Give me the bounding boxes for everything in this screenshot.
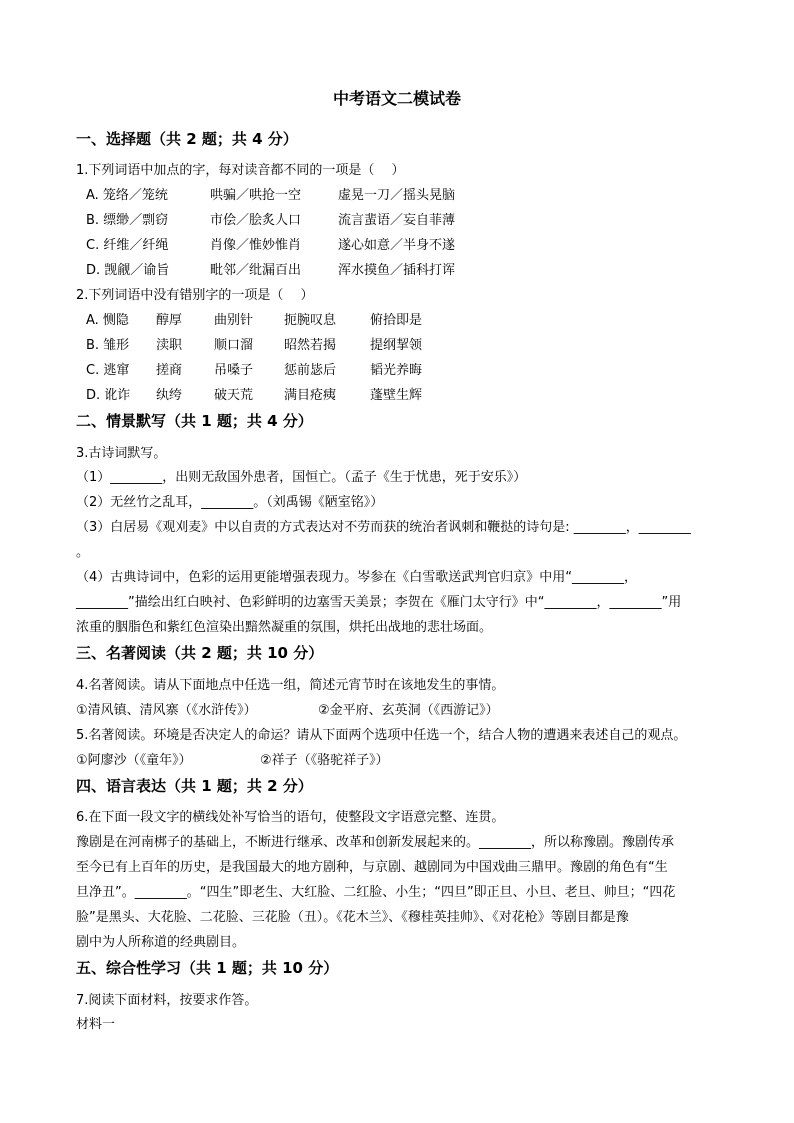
- q1-option-b-col2: 市侩／脍炙人口: [210, 213, 302, 228]
- q1-option-b-col3: 流言蜚语／妄自菲薄: [338, 213, 456, 228]
- q1-option-a-col2: 哄骗／哄抢一空: [210, 188, 302, 203]
- question-7-stem: 7.阅读下面材料，按要求作答。: [76, 993, 258, 1008]
- question-6-paragraph-line-1: 豫剧是在河南梆子的基础上，不断进行继承、改革和创新发展起来的。________，所以称豫剧。豫剧传承: [76, 835, 675, 850]
- question-6-paragraph-line-4: 脸”是黑头、大花脸、二花脸、三花脸（丑）。《花木兰》、《穆桂英挂帅》、《对花枪》等剧目都是豫: [76, 910, 629, 925]
- q2-option-d-w1: D. 讹诈: [86, 388, 131, 403]
- question-6-paragraph-line-3: 旦净丑”。________。“四生”即老生、大红脸、二红脸、小生；“四旦”即正旦、小旦、老旦、帅旦；“四花: [76, 885, 676, 900]
- q2-option-c-w4: 惩前毖后: [284, 363, 337, 378]
- question-6-paragraph-line-2: 至今已有上百年的历史，是我国最大的地方剧种，与京剧、越剧同为中国戏曲三鼎甲。豫剧的角色有“生: [76, 860, 668, 875]
- question-5-option-1: ①阿廖沙（《童年》）: [76, 753, 192, 768]
- q2-option-b-w1: B. 雏形: [86, 338, 130, 353]
- question-6-stem: 6.在下面一段文字的横线处补写恰当的语句，使整段文字语意完整、连贯。: [76, 810, 505, 825]
- section-heading-2: 二、情景默写（共 1 题；共 4 分）: [76, 412, 313, 430]
- q2-option-b-w4: 昭然若揭: [284, 338, 337, 353]
- q1-option-d-col1: D. 觊觎／谕旨: [86, 263, 170, 278]
- q2-option-a-w1: A. 恻隐: [86, 313, 129, 328]
- question-4-option-2: ②金平府、玄英洞（《西游记》）: [318, 703, 499, 718]
- question-5-stem: 5.名著阅读。环境是否决定人的命运？请从下面两个选项中任选一个，结合人物的遭遇来表述自己的观点。: [76, 728, 687, 743]
- q2-option-a-w3: 曲别针: [214, 313, 254, 328]
- page-title: 中考语文二模试卷: [332, 89, 461, 108]
- question-3-item-4-line-1: （4）古典诗词中，色彩的运用更能增强表现力。岑参在《白雪歌送武判官归京》中用“________，: [76, 570, 638, 585]
- q1-option-d-col2: 毗邻／纰漏百出: [210, 263, 302, 278]
- question-4-option-1: ①清风镇、清风寨（《水浒传》）: [76, 703, 257, 718]
- q1-option-c-col1: C. 纤维／纤绳: [86, 238, 169, 253]
- question-3-item-1: （1）________，出则无敌国外患者，国恒亡。（孟子《生于忧患，死于安乐》）: [76, 470, 527, 485]
- q2-option-c-w2: 搓商: [156, 363, 183, 378]
- question-1-stem: 1.下列词语中加点的字，每对读音都不同的一项是（ ）: [76, 163, 405, 178]
- q2-option-c-w3: 吊嗓子: [214, 363, 254, 378]
- question-3-item-4-line-2: ________”描绘出红白映衬、色彩鲜明的边塞雪天美景；李贺在《雁门太守行》中“________，________”用: [76, 595, 682, 610]
- question-3-item-2: （2）无丝竹之乱耳，________。（刘禹锡《陋室铭》）: [76, 495, 384, 510]
- section-heading-5: 五、综合性学习（共 1 题；共 10 分）: [76, 959, 339, 977]
- q2-option-a-w5: 俯拾即是: [370, 313, 423, 328]
- question-3-item-3-end: 。: [76, 545, 90, 560]
- question-3-item-3: （3）白居易《观刈麦》中以自责的方式表达对不劳而获的统治者讽刺和鞭挞的诗句是: ________，________: [76, 520, 691, 535]
- q1-option-c-col2: 肖像／惟妙惟肖: [210, 238, 302, 253]
- q1-option-a-col1: A. 笼络／笼统: [86, 188, 168, 203]
- q2-option-b-w3: 顺口溜: [214, 338, 254, 353]
- q2-option-c-w1: C. 逃窜: [86, 363, 130, 378]
- q1-option-c-col3: 遂心如意／半身不遂: [338, 238, 456, 253]
- q2-option-d-w4: 满目疮痍: [284, 388, 337, 403]
- question-3-stem: 3.古诗词默写。: [76, 446, 167, 461]
- section-heading-4: 四、语言表达（共 1 题；共 2 分）: [76, 777, 313, 795]
- q2-option-c-w5: 韬光养晦: [370, 363, 423, 378]
- question-4-stem: 4.名著阅读。请从下面地点中任选一组，简述元宵节时在该地发生的事情。: [76, 678, 505, 693]
- question-3-item-4-line-3: 浓重的胭脂色和紫红色渲染出黯然凝重的氛围，烘托出战地的悲壮场面。: [76, 620, 493, 635]
- q2-option-a-w4: 扼腕叹息: [284, 313, 337, 328]
- section-heading-3: 三、名著阅读（共 2 题；共 10 分）: [76, 644, 324, 662]
- q2-option-b-w5: 提纲挈领: [370, 338, 423, 353]
- q2-option-d-w2: 纨绔: [156, 388, 183, 403]
- q2-option-d-w3: 破天荒: [214, 388, 254, 403]
- q1-option-b-col1: B. 缥缈／剽窃: [86, 213, 169, 228]
- q2-option-d-w5: 蓬壁生辉: [370, 388, 423, 403]
- question-5-option-2: ②祥子（《骆驼祥子》）: [260, 753, 389, 768]
- q1-option-a-col3: 虚晃一刀／摇头晃脑: [338, 188, 456, 203]
- section-heading-1: 一、选择题（共 2 题；共 4 分）: [76, 130, 298, 148]
- material-1-label: 材料一: [76, 1017, 116, 1032]
- q1-option-d-col3: 浑水摸鱼／插科打诨: [338, 263, 456, 278]
- question-2-stem: 2.下列词语中没有错别字的一项是（ ）: [76, 288, 314, 303]
- q2-option-a-w2: 醇厚: [156, 313, 183, 328]
- question-6-paragraph-line-5: 剧中为人所称道的经典剧目。: [76, 935, 246, 950]
- q2-option-b-w2: 渎职: [156, 338, 183, 353]
